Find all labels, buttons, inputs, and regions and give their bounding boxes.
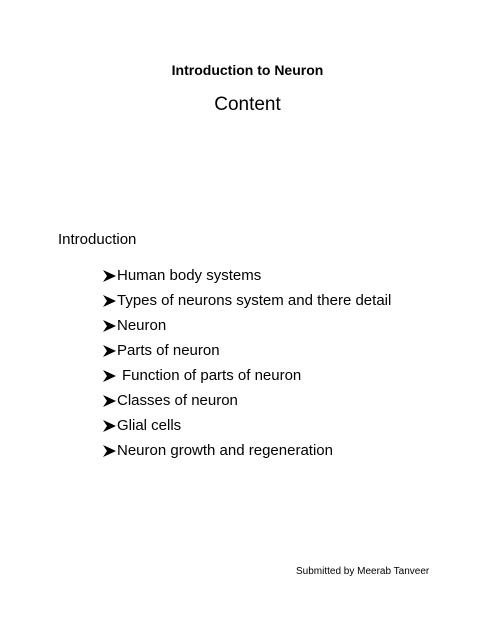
list-item [102,363,391,388]
list-item-label: Neuron growth and regeneration [117,441,333,459]
list-item [102,388,391,413]
list-item-label: Function of parts of neuron [122,366,302,384]
arrowhead-bullet-icon [102,294,117,308]
list-item [102,413,391,438]
arrowhead-bullet-icon [102,344,117,358]
arrowhead-bullet-icon [102,419,117,433]
list-item [102,313,391,338]
list-item-label: Classes of neuron [117,391,238,409]
list-item [102,288,391,313]
list-item [102,438,391,463]
arrowhead-bullet-icon [102,394,117,408]
submitted-by: Submitted by Meerab Tanveer [296,566,430,577]
list-item-label: Neuron [117,316,167,334]
list-item [102,263,391,288]
arrowhead-bullet-icon [102,319,117,333]
list-item-label: Types of neurons system and there detail [117,291,392,309]
list-item [102,338,391,363]
arrowhead-bullet-icon [102,444,117,458]
document-subtitle: Content [214,94,281,115]
arrowhead-bullet-icon [102,369,117,383]
list-item-label: Glial cells [117,416,182,434]
document-title: Introduction to Neuron [171,62,324,78]
list-item-label: Parts of neuron [117,341,220,359]
section-heading: Introduction [58,231,137,248]
list-item-label: Human body systems [117,266,262,284]
contents-list [102,263,391,463]
arrowhead-bullet-icon [102,269,117,283]
